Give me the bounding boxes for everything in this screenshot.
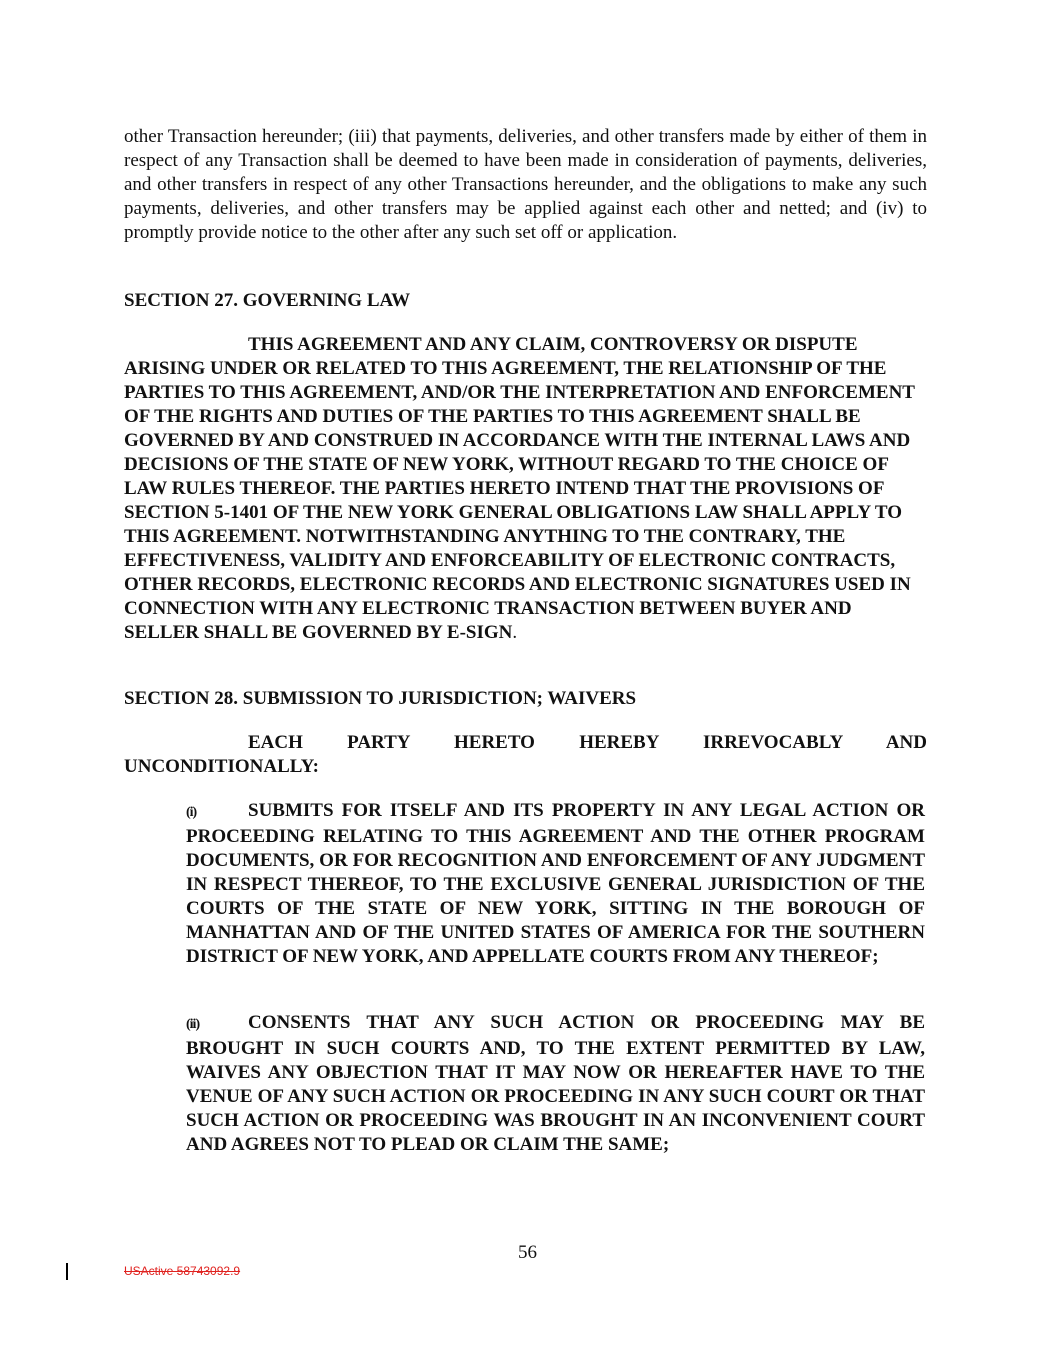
section-27-body-end: . bbox=[512, 622, 518, 643]
section-28-intro-line2: UNCONDITIONALLY: bbox=[124, 756, 319, 777]
change-bar bbox=[66, 1263, 68, 1280]
page-number: 56 bbox=[518, 1242, 537, 1263]
intro-paragraph: other Transaction hereunder; (iii) that payments, deliveries, and other transfers made by either of them in respect of any Transaction shall be deemed to have been made in consideration of payments, deliveries, and other transfers in respect of any other Transactions hereunder, and the obligations to make any such payments, deliveries, and other transfers may be applied against each other and netted; and (iv) to promptly provide notice to the other after any such set off or application. bbox=[124, 126, 927, 243]
clause-ii bbox=[186, 1011, 925, 1157]
section-27-body bbox=[124, 333, 924, 645]
section-27-heading: SECTION 27. GOVERNING LAW bbox=[124, 290, 411, 311]
document-id: USActive 58743092.9 bbox=[124, 1264, 241, 1278]
clause-ii-number: (ii) bbox=[186, 1017, 200, 1032]
clause-i-number: (i) bbox=[186, 805, 197, 820]
section-28-heading: SECTION 28. SUBMISSION TO JURISDICTION; WAIVERS bbox=[124, 688, 637, 709]
clause-ii-text: CONSENTS THAT ANY SUCH ACTION OR PROCEEDING MAY BE BROUGHT IN SUCH COURTS AND, TO THE EXTENT PERMITTED BY LAW, WAIVES ANY OBJECTION THAT IT MAY NOW OR HEREAFTER HAVE TO THE VENUE OF ANY SUCH ACTION OR PROCEEDING IN ANY SUCH COURT OR THAT SUCH ACTION OR PROCEEDING WAS BROUGHT IN AN INCONVENIENT COURT AND AGREES NOT TO PLEAD OR CLAIM THE SAME; bbox=[186, 1012, 925, 1155]
section-28-intro-line1: EACH PARTY HERETO HEREBY IRREVOCABLY AND bbox=[248, 732, 927, 753]
clause-i bbox=[186, 799, 925, 969]
section-28-intro bbox=[124, 731, 927, 779]
clause-i-text: SUBMITS FOR ITSELF AND ITS PROPERTY IN ANY LEGAL ACTION OR PROCEEDING RELATING TO THIS AGREEMENT AND THE OTHER PROGRAM DOCUMENTS, OR FOR RECOGNITION AND ENFORCEMENT OF ANY JUDGMENT IN RESPECT THEREOF, TO THE EXCLUSIVE GENERAL JURISDICTION OF THE COURTS OF THE STATE OF NEW YORK, SITTING IN THE BOROUGH OF MANHATTAN AND OF THE UNITED STATES OF AMERICA FOR THE SOUTHERN DISTRICT OF NEW YORK, AND APPELLATE COURTS FROM ANY THEREOF; bbox=[186, 800, 925, 967]
section-27-body-text: THIS AGREEMENT AND ANY CLAIM, CONTROVERSY OR DISPUTE ARISING UNDER OR RELATED TO THIS AGREEMENT, THE RELATIONSHIP OF THE PARTIES TO THIS AGREEMENT, AND/OR THE INTERPRETATION AND ENFORCEMENT OF THE RIGHTS AND DUTIES OF THE PARTIES TO THIS AGREEMENT SHALL BE GOVERNED BY AND CONSTRUED IN ACCORDANCE WITH THE INTERNAL LAWS AND DECISIONS OF THE STATE OF NEW YORK, WITHOUT REGARD TO THE CHOICE OF LAW RULES THEREOF. THE PARTIES HERETO INTEND THAT THE PROVISIONS OF SECTION 5-1401 OF THE NEW YORK GENERAL OBLIGATIONS LAW SHALL APPLY TO THIS AGREEMENT. NOTWITHSTANDING ANYTHING TO THE CONTRARY, THE EFFECTIVENESS, VALIDITY AND ENFORCEABILITY OF ELECTRONIC CONTRACTS, OTHER RECORDS, ELECTRONIC RECORDS AND ELECTRONIC SIGNATURES USED IN CONNECTION WITH ANY ELECTRONIC TRANSACTION BETWEEN BUYER AND SELLER SHALL BE GOVERNED BY E-SIGN bbox=[124, 334, 915, 643]
